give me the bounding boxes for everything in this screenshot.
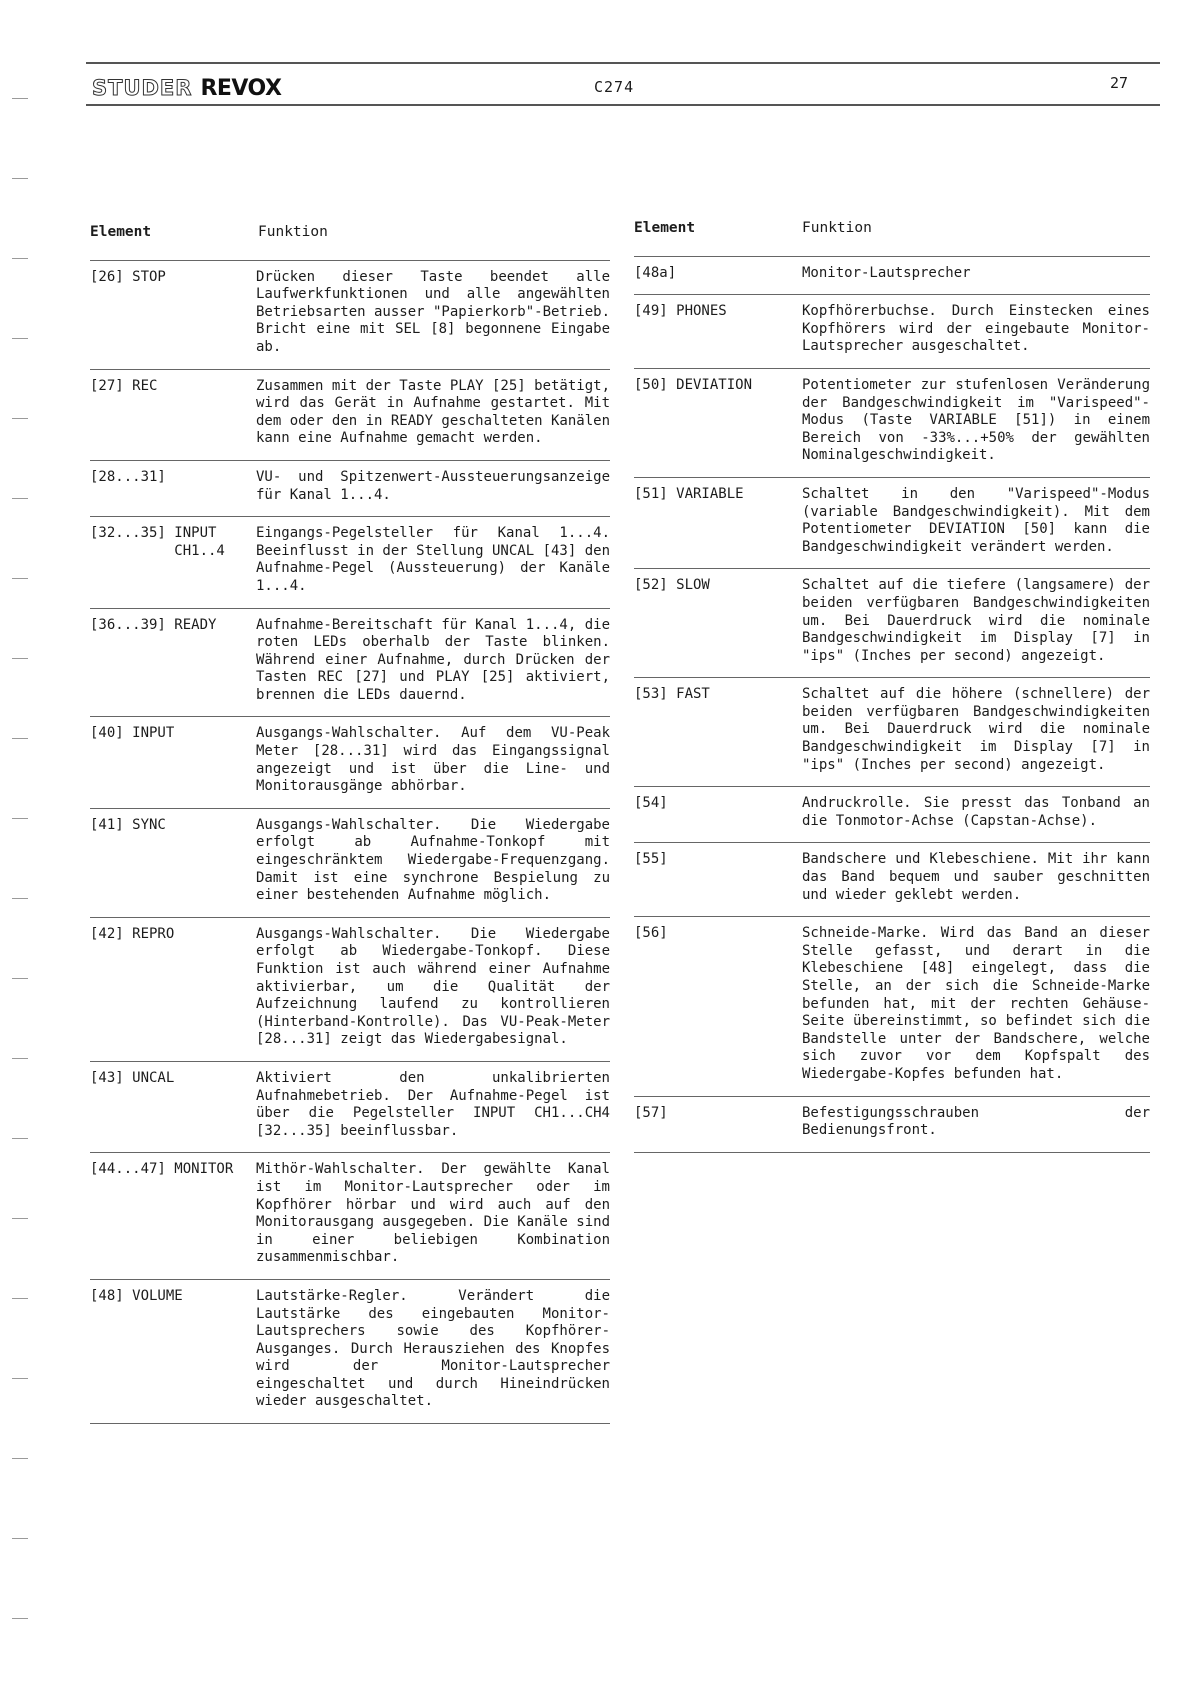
function-cell: Kopfhörerbuchse. Durch Einstecken eines Kopfhörers wird der eingebaute Monitor-Lautsprecher ausgeschaltet. — [802, 303, 1150, 355]
element-cell: [42] REPRO — [90, 925, 175, 942]
element-cell: [48a] — [634, 264, 677, 281]
header-rule-top — [86, 62, 1160, 64]
table-row — [634, 478, 1150, 569]
function-cell: Ausgangs-Wahlschalter. Die Wiedergabe erfolgt ab Wiedergabe-Tonkopf. Diese Funktion ist auch während einer Aufnahme aktivierbar, um die Qualität der Aufzeichnung laufend zu kontrollieren (Hinterband-Kontrolle). Das VU-Peak-Meter [28...31] zeigt das Wiedergabesignal. — [256, 925, 610, 1048]
element-heading: Element — [90, 224, 152, 240]
element-cell: [50] DEVIATION — [634, 376, 753, 393]
table-row — [90, 1280, 610, 1424]
function-cell: Zusammen mit der Taste PLAY [25] betätigt, wird das Gerät in Aufnahme gestartet. Mit dem oder den in READY geschalteten Kanälen kann eine Aufnahme gemacht werden. — [256, 377, 611, 447]
function-cell: Ausgangs-Wahlschalter. Die Wiedergabe erfolgt ab Aufnahme-Tonkopf mit eingeschränktem Wiedergabe-Frequenzgang. Damit ist eine synchrone Bespielung zu einer bestehenden Aufnahme möglich. — [256, 816, 610, 904]
brand-studer: STUDER — [92, 76, 193, 100]
element-cell: [57] — [634, 1104, 668, 1121]
function-cell: Aktiviert den unkalibrierten Aufnahmebetrieb. Der Aufnahme-Pegel ist über die Pegelsteller INPUT CH1...CH4 [32...35] beeinflussbar. — [256, 1069, 610, 1139]
studer-revox-logo — [92, 76, 281, 102]
table-row — [90, 609, 610, 718]
left-column-header — [90, 224, 610, 261]
function-cell: Lautstärke-Regler. Verändert die Lautstärke des eingebauten Monitor-Lautsprechers sowie des Kopfhörer-Ausganges. Durch Herausziehen des Knopfes wird der Monitor-Lautsprecher eingeschaltet und durch Hineindrücken wieder ausgeschaltet. — [256, 1287, 610, 1410]
function-cell: Befestigungsschrauben der Bedienungsfront. — [802, 1104, 1150, 1139]
element-cell: [41] SYNC — [90, 816, 166, 833]
margin-ticks — [12, 0, 32, 1683]
function-cell: Schneide-Marke. Wird das Band an dieser Stelle gefasst, und derart in die Klebeschiene [48] eingelegt, dass die Stelle, an der sich die Schneide-Marke befunden hat, mit der rechten Gehäuse-Seite übereinstimmt, so befindet sich die Bandstelle unter der Bandschere, welche sich zuvor vor dem Kopfspalt des Wiedergabe-Kopfes befunden hat. — [802, 925, 1150, 1082]
element-cell: [36...39] READY — [90, 616, 217, 633]
table-row — [90, 717, 610, 808]
function-cell: VU- und Spitzenwert-Aussteuerungsanzeige für Kanal 1...4. — [256, 468, 610, 503]
page-number: 27 — [1110, 74, 1129, 92]
function-cell: Potentiometer zur stufenlosen Veränderung der Bandgeschwindigkeit im "Varispeed"-Modus (Taste VARIABLE [51]) in einem Bereich von -33%...+50% der gewählten Nominalgeschwindigkeit. — [802, 376, 1150, 464]
table-row — [634, 917, 1150, 1096]
function-cell: Eingangs-Pegelsteller für Kanal 1...4. Beeinflusst in der Stellung UNCAL [43] den Aufnahme-Pegel (Aussteuerung) der Kanäle 1...4. — [256, 525, 611, 594]
right-column-header — [634, 220, 1150, 257]
element-cell: [43] UNCAL — [90, 1069, 175, 1086]
function-cell: Schaltet auf die tiefere (langsamere) der beiden verfügbaren Bandgeschwindigkeiten um. Bei Dauerdruck wird die nominale Bandgeschwindigkeit im Display [7] in "ips" (Inches per second) angezeigt. — [802, 577, 1150, 664]
table-row — [634, 678, 1150, 787]
right-column-table — [634, 220, 1150, 1153]
element-cell: [27] REC — [90, 377, 158, 394]
function-cell: Ausgangs-Wahlschalter. Auf dem VU-Peak Meter [28...31] wird das Eingangssignal angezeigt und ist über die Line- und Monitorausgänge abhörbar. — [256, 725, 610, 795]
element-cell: [49] PHONES — [634, 303, 727, 320]
element-cell: [56] — [634, 925, 668, 942]
table-row — [634, 257, 1150, 296]
element-cell: [48] VOLUME — [90, 1287, 183, 1304]
table-row — [90, 1153, 610, 1280]
table-row — [634, 295, 1150, 369]
brand-revox: REVOX — [200, 76, 282, 101]
element-heading: Element — [634, 220, 696, 236]
table-row — [634, 369, 1150, 478]
table-row — [90, 370, 610, 461]
document-code: C274 — [594, 78, 635, 96]
function-heading: Funktion — [258, 224, 328, 240]
element-cell: [28...31] — [90, 468, 166, 485]
function-cell: Andruckrolle. Sie presst das Tonband an die Tonmotor-Achse (Capstan-Achse). — [802, 795, 1150, 829]
element-cell: [55] — [634, 851, 668, 868]
function-cell: Schaltet in den "Varispeed"-Modus (variable Bandgeschwindigkeit). Mit dem Potentiometer DEVIATION [50] kann die Bandgeschwindigkeit verändert werden. — [802, 485, 1150, 555]
function-cell: Drücken dieser Taste beendet alle Laufwerkfunktionen und alle angewählten Betriebsarten ausser "Papierkorb"-Betrieb. Bricht eine mit SEL [8] begonnene Eingabe ab. — [256, 268, 611, 355]
table-row — [634, 1097, 1150, 1153]
table-row — [90, 1062, 610, 1153]
element-cell: [51] VARIABLE — [634, 485, 744, 502]
table-row — [90, 261, 610, 370]
left-rows — [90, 261, 610, 1424]
element-cell: [54] — [634, 795, 668, 812]
element-cell: [40] INPUT — [90, 725, 175, 742]
header-rule-bottom — [86, 104, 1160, 106]
element-cell: [32...35] INPUT CH1..4 — [90, 525, 225, 559]
element-cell: [44...47] MONITOR — [90, 1161, 234, 1178]
table-row — [634, 569, 1150, 678]
table-row — [90, 918, 610, 1062]
function-cell: Schaltet auf die höhere (schnellere) der beiden verfügbaren Bandgeschwindigkeiten um. Bei Dauerdruck wird die nominale Bandgeschwindigkeit im Display [7] in "ips" (Inches per second) angezeigt. — [802, 686, 1150, 773]
left-column-table — [90, 224, 610, 1424]
table-row — [90, 461, 610, 517]
function-cell: Aufnahme-Bereitschaft für Kanal 1...4, die roten LEDs oberhalb der Taste blinken. Während einer Aufnahme, durch Drücken der Tasten REC [27] und PLAY [25] aktiviert, brennen die LEDs dauernd. — [256, 616, 611, 703]
element-cell: [53] FAST — [634, 686, 710, 703]
function-cell: Monitor-Lautsprecher — [802, 264, 971, 281]
right-rows — [634, 257, 1150, 1153]
table-row — [634, 843, 1150, 917]
function-heading: Funktion — [802, 220, 872, 236]
function-cell: Bandschere und Klebeschiene. Mit ihr kann das Band bequem und sauber geschnitten und wieder geklebt werden. — [802, 851, 1150, 903]
table-row — [90, 517, 610, 608]
function-cell: Mithör-Wahlschalter. Der gewählte Kanal ist im Monitor-Lautsprecher oder im Kopfhörer hörbar und wird auch auf den Monitorausgang ausgegeben. Die Kanäle sind in einer beliebigen Kombination zusammenmischbar. — [256, 1161, 611, 1266]
table-row — [90, 809, 610, 918]
element-cell: [26] STOP — [90, 268, 166, 285]
table-row — [634, 787, 1150, 843]
element-cell: [52] SLOW — [634, 577, 710, 594]
